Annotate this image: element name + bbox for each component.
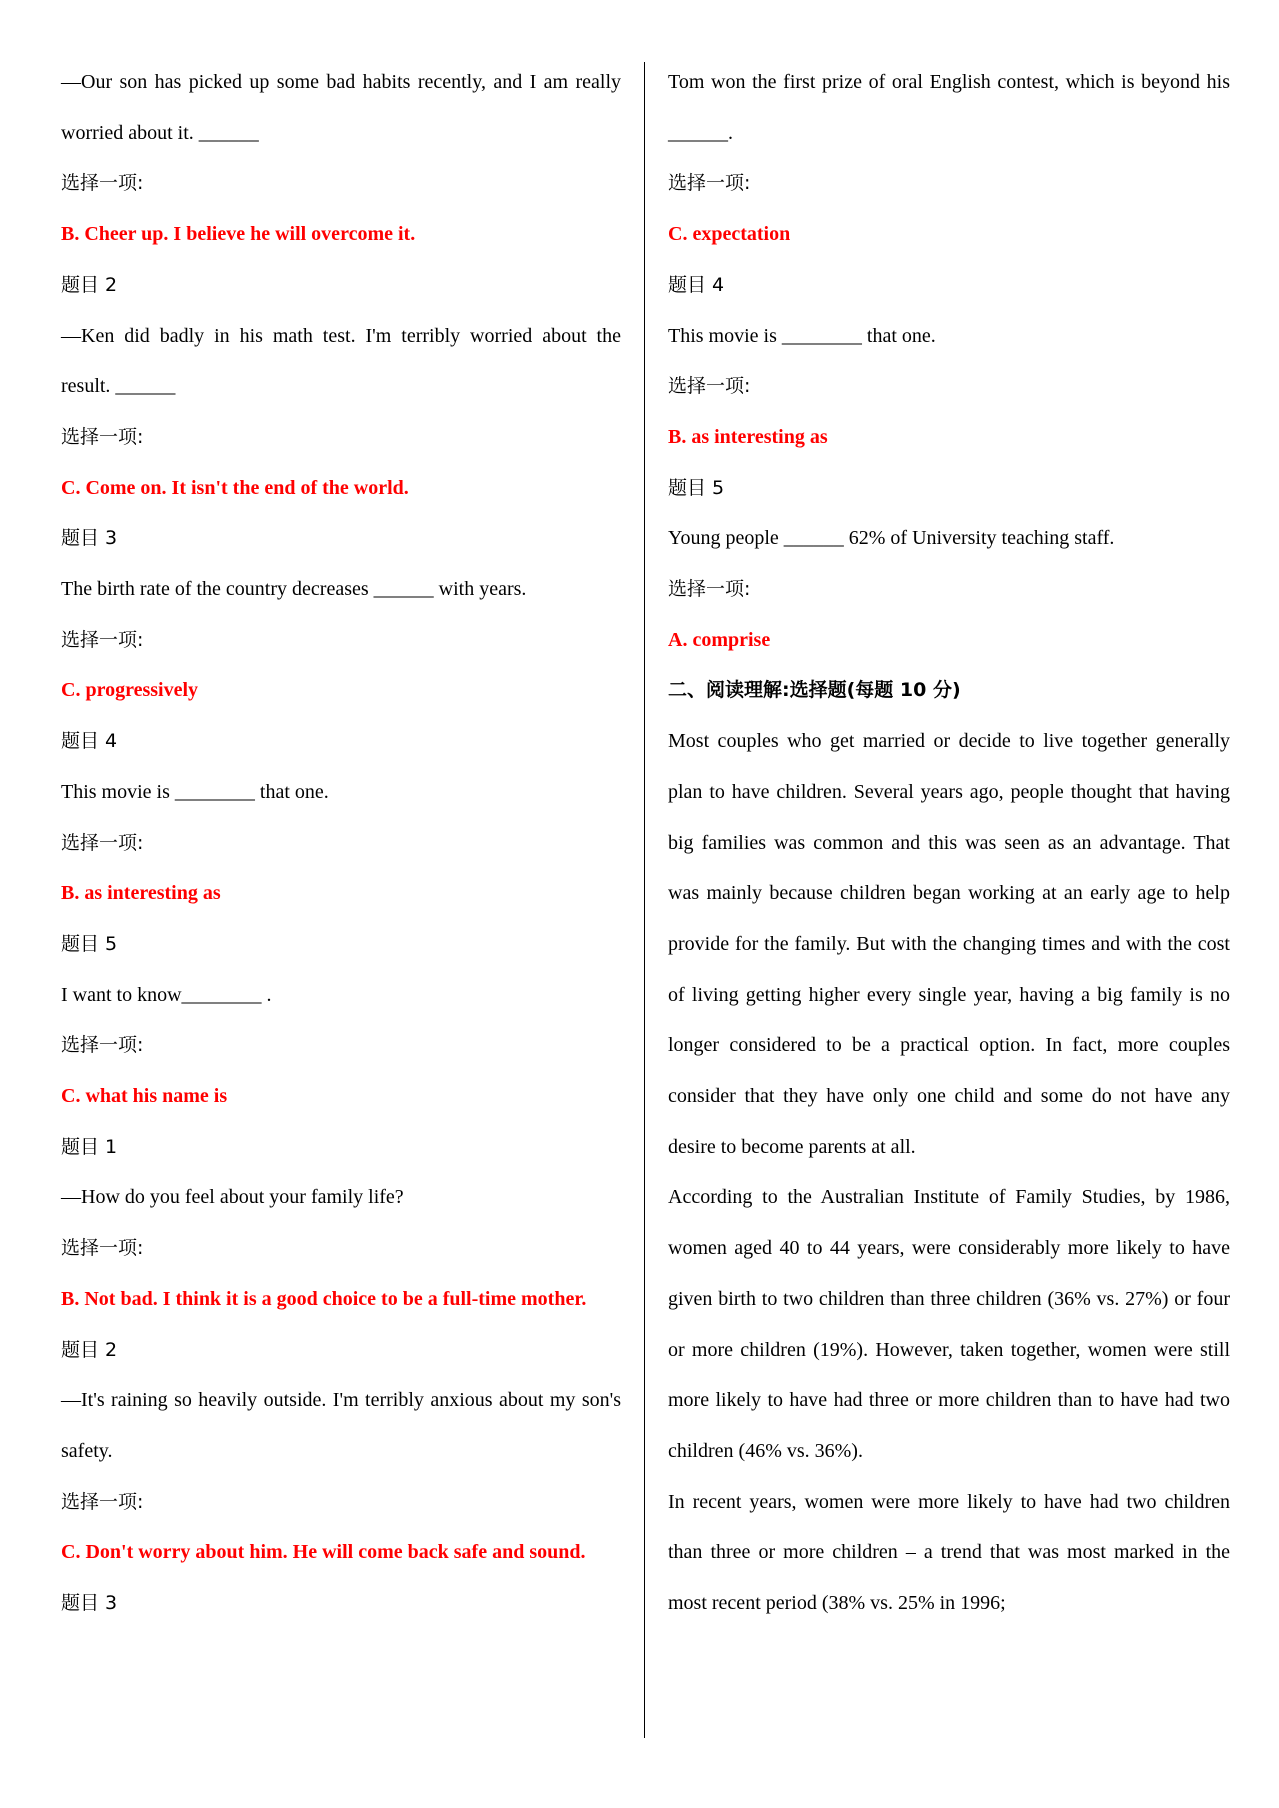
label-text: 选择一项: [668, 172, 751, 195]
column-divider [644, 62, 645, 1738]
answer-text: C. Don't worry about him. He will come back safe and sound. [61, 1541, 586, 1564]
answer-text: A. comprise [668, 628, 771, 651]
answer-text: B. as interesting as [61, 882, 221, 905]
answer-text: B. as interesting as [668, 425, 828, 448]
label-text: 选择一项: [61, 628, 144, 651]
question-text: This movie is ________ that one. [61, 780, 329, 803]
label-text: 题目 1 [61, 1135, 118, 1158]
label-text: 题目 4 [668, 273, 725, 296]
question-text: Tom won the first prize of oral English contest, which is beyond his ______. [668, 71, 1230, 144]
label-text: 题目 5 [61, 932, 118, 955]
label-text: 选择一项: [61, 1237, 144, 1260]
question-text: I want to know________ . [61, 983, 272, 1006]
answer-text: B. Not bad. I think it is a good choice to be a full-time mother. [61, 1287, 587, 1310]
question-text: According to the Australian Institute of Family Studies, by 1986, women aged 40 to 44 years, were considerably more likely to have given birth to two children than three children (36% vs. 27%) or four or more children (19%). However, taken together, women were still more likely to have had three or more children than to have had two children (46% vs. 36%). [668, 1186, 1230, 1462]
label-text: 题目 2 [61, 273, 118, 296]
question-text: —Our son has picked up some bad habits recently, and I am really worried about it. ______ [61, 71, 621, 144]
answer-text: C. Come on. It isn't the end of the world. [61, 476, 409, 499]
label-text: 选择一项: [61, 1490, 144, 1513]
left-column [61, 57, 621, 1629]
question-text: Most couples who get married or decide to live together generally plan to have children. Several years ago, people thought that having big families was common and this was seen as an advantage. That was mainly because children began working at an early age to help provide for the family. But with the changing times and with the cost of living getting higher every single year, having a big family is no longer considered to be a practical option. In fact, more couples consider that they have only one child and some do not have any desire to become parents at all. [668, 730, 1230, 1158]
answer-text: C. expectation [668, 223, 791, 246]
label-text: 题目 3 [61, 1592, 118, 1615]
label-text: 选择一项: [61, 172, 144, 195]
answer-text: C. what his name is [61, 1085, 228, 1108]
answer-text: C. progressively [61, 679, 199, 702]
question-text: The birth rate of the country decreases ______ with years. [61, 578, 527, 601]
label-text: 题目 4 [61, 730, 118, 753]
label-text: 题目 3 [61, 527, 118, 550]
label-text: 选择一项: [668, 375, 751, 398]
label-text: 选择一项: [61, 425, 144, 448]
question-text: In recent years, women were more likely to have had two children than three or more children – a trend that was most marked in the most recent period (38% vs. 25% in 1996; [668, 1490, 1230, 1615]
question-text: Young people ______ 62% of University teaching staff. [668, 527, 1115, 550]
question-text: —How do you feel about your family life? [61, 1186, 404, 1209]
section-heading: 二、阅读理解:选择题(每题 10 分) [668, 679, 961, 702]
question-text: —Ken did badly in his math test. I'm terribly worried about the result. ______ [61, 324, 621, 398]
label-text: 选择一项: [61, 831, 144, 854]
right-column [668, 57, 1230, 1629]
label-text: 选择一项: [668, 578, 751, 601]
question-text: This movie is ________ that one. [668, 324, 936, 347]
label-text: 题目 5 [668, 476, 725, 499]
question-text: —It's raining so heavily outside. I'm terribly anxious about my son's safety. [61, 1389, 621, 1462]
answer-text: B. Cheer up. I believe he will overcome it. [61, 223, 416, 246]
label-text: 选择一项: [61, 1034, 144, 1057]
label-text: 题目 2 [61, 1338, 118, 1361]
